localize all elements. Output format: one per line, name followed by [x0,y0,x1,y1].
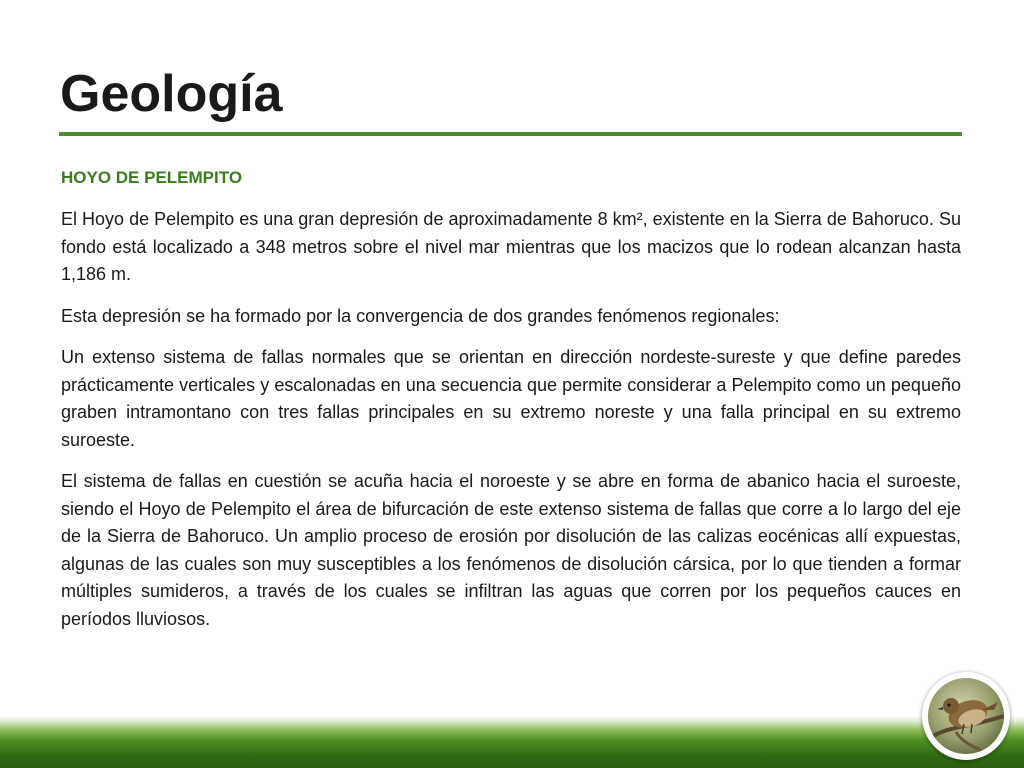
paragraph-3: Un extenso sistema de fallas normales que se orientan en dirección nordeste-sureste y que define paredes prácticamente verticales y escalonadas en una secuencia que permite considerar a Pelempito como un pequeño graben intramontano con tres fallas principales en su extremo noreste y una falla principal en su extremo suroeste. [61,347,961,450]
bird-on-branch-icon [926,676,1006,756]
paragraph-1: El Hoyo de Pelempito es una gran depresión de aproximadamente 8 km², existente en la Sierra de Bahoruco. Su fondo está localizado a 348 metros sobre el nivel mar mientras que los macizos que lo rodean alcanzan hasta 1,186 m. [61,209,961,284]
section-heading: HOYO DE PELEMPITO [61,168,243,187]
slide-content [61,164,961,647]
bird-logo [922,672,1010,760]
paragraph-2: Esta depresión se ha formado por la convergencia de dos grandes fenómenos regionales: [61,305,780,326]
page-title: Geología [60,65,283,123]
title-divider [59,132,962,136]
paragraph-4: El sistema de fallas en cuestión se acuña hacia el noroeste y se abre en forma de abanico hacia el suroeste, siendo el Hoyo de Pelempito el área de bifurcación de este extenso sistema de fallas que corre a lo largo del eje de la Sierra de Bahoruco. Un amplio proceso de erosión por disolución de las calizas eocénicas allí expuestas, algunas de las cuales son muy susceptibles a los fenómenos de disolución cársica, por lo que tienden a formar múltiples sumideros, a través de los cuales se infiltran las aguas que corren por los pequeños cauces en períodos lluviosos. [61,471,961,629]
footer-band [0,716,1024,768]
